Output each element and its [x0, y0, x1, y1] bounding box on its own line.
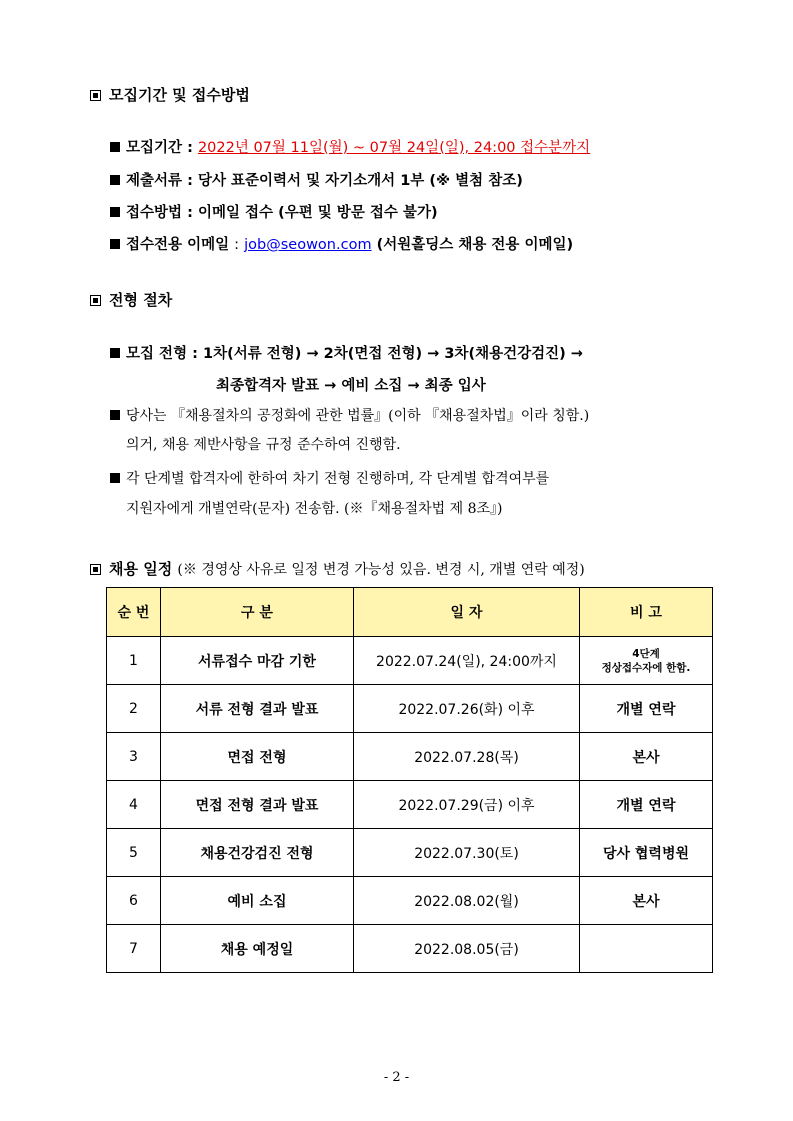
boxed-square-icon — [90, 564, 101, 575]
process-label: 모집 전형 : — [126, 346, 198, 362]
square-bullet-icon — [110, 239, 120, 249]
process-steps-2: 최종합격자 발표 → 예비 소집 → 최종 입사 — [216, 378, 486, 394]
cell-no: 3 — [107, 733, 161, 781]
law-note-line1 — [110, 405, 589, 425]
pass-note-line2: 지원자에게 개별연락(문자) 전송함. (※『채용절차법 제 8조』) — [126, 501, 503, 517]
period-line — [110, 136, 590, 157]
table-row — [107, 733, 713, 781]
cell-note — [580, 925, 713, 973]
header-date: 일 자 — [354, 588, 580, 637]
table-row — [107, 685, 713, 733]
cell-note: 개별 연락 — [580, 781, 713, 829]
email-label: 접수전용 이메일 — [126, 237, 230, 253]
law-note-text: 당사는 『채용절차의 공정화에 관한 법률』(이하 『채용절차법』이라 칭함.) — [126, 408, 590, 424]
section-title: 전형 절차 — [109, 291, 173, 309]
cell-note: 본사 — [580, 733, 713, 781]
cell-category: 면접 전형 — [161, 733, 354, 781]
cell-category: 채용건강검진 전형 — [161, 829, 354, 877]
page-number: - 2 - — [383, 1070, 410, 1085]
cell-note — [580, 637, 713, 685]
cell-category: 면접 전형 결과 발표 — [161, 781, 354, 829]
square-bullet-icon — [110, 410, 120, 420]
table-row — [107, 781, 713, 829]
square-bullet-icon — [110, 142, 120, 152]
cell-category: 예비 소집 — [161, 877, 354, 925]
email-note: (서원홀딩스 채용 전용 이메일) — [376, 237, 574, 253]
docs-line — [110, 169, 523, 190]
method-line — [110, 201, 438, 222]
section-recruitment-period-heading — [90, 84, 250, 105]
cell-date: 2022.07.28(목) — [354, 733, 580, 781]
cell-note: 개별 연락 — [580, 685, 713, 733]
cell-category: 서류접수 마감 기한 — [161, 637, 354, 685]
note-line2: 정상접수자에 한함. — [601, 661, 691, 674]
cell-category: 채용 예정일 — [161, 925, 354, 973]
table-row — [107, 637, 713, 685]
cell-no: 5 — [107, 829, 161, 877]
cell-category: 서류 전형 결과 발표 — [161, 685, 354, 733]
header-note: 비 고 — [580, 588, 713, 637]
boxed-square-icon — [90, 90, 101, 101]
header-no: 순 번 — [107, 588, 161, 637]
section-title: 채용 일정 — [109, 560, 173, 578]
email-line — [110, 233, 573, 254]
table-row — [107, 925, 713, 973]
note-line1: 4단계 — [632, 647, 660, 660]
cell-date: 2022.07.29(금) 이후 — [354, 781, 580, 829]
header-category: 구 분 — [161, 588, 354, 637]
cell-date: 2022.07.26(화) 이후 — [354, 685, 580, 733]
cell-no: 2 — [107, 685, 161, 733]
table-row — [107, 877, 713, 925]
section-process-heading — [90, 289, 172, 310]
process-steps-1: 1차(서류 전형) → 2차(면접 전형) → 3차(채용건강검진) → — [203, 346, 583, 362]
method-value: 이메일 접수 (우편 및 방문 접수 불가) — [197, 205, 438, 221]
process-line — [110, 342, 583, 363]
law-note-line2: 의거, 채용 제반사항을 규정 준수하여 진행함. — [126, 437, 401, 453]
boxed-square-icon — [90, 295, 101, 306]
square-bullet-icon — [110, 207, 120, 217]
pass-note-text: 각 단계별 합격자에 한하여 차기 전형 진행하며, 각 단계별 합격여부를 — [126, 471, 550, 487]
cell-date: 2022.07.30(토) — [354, 829, 580, 877]
docs-value: 당사 표준이력서 및 자기소개서 1부 (※ 별첨 참조) — [197, 173, 523, 189]
section-schedule-heading — [90, 558, 585, 579]
square-bullet-icon — [110, 348, 120, 358]
method-label: 접수방법 : — [126, 205, 193, 221]
email-link[interactable]: job@seowon.com — [244, 237, 372, 253]
cell-date: 2022.08.02(월) — [354, 877, 580, 925]
square-bullet-icon — [110, 473, 120, 483]
schedule-table — [106, 587, 713, 973]
schedule-subtitle: (※ 경영상 사유로 일정 변경 가능성 있음. 변경 시, 개별 연락 예정) — [177, 562, 585, 578]
period-label: 모집기간 : — [126, 140, 193, 156]
cell-note: 본사 — [580, 877, 713, 925]
table-row — [107, 829, 713, 877]
table-header-row — [107, 588, 713, 637]
square-bullet-icon — [110, 175, 120, 185]
cell-no: 6 — [107, 877, 161, 925]
cell-no: 4 — [107, 781, 161, 829]
docs-label: 제출서류 : — [126, 173, 193, 189]
cell-no: 1 — [107, 637, 161, 685]
cell-no: 7 — [107, 925, 161, 973]
pass-note-line1 — [110, 468, 549, 488]
email-separator: : — [234, 237, 240, 253]
section-title: 모집기간 및 접수방법 — [109, 86, 250, 104]
cell-date: 2022.08.05(금) — [354, 925, 580, 973]
cell-note: 당사 협력병원 — [580, 829, 713, 877]
period-value: 2022년 07월 11일(월) ~ 07월 24일(일), 24:00 접수분까지 — [197, 140, 591, 156]
cell-date: 2022.07.24(일), 24:00까지 — [354, 637, 580, 685]
